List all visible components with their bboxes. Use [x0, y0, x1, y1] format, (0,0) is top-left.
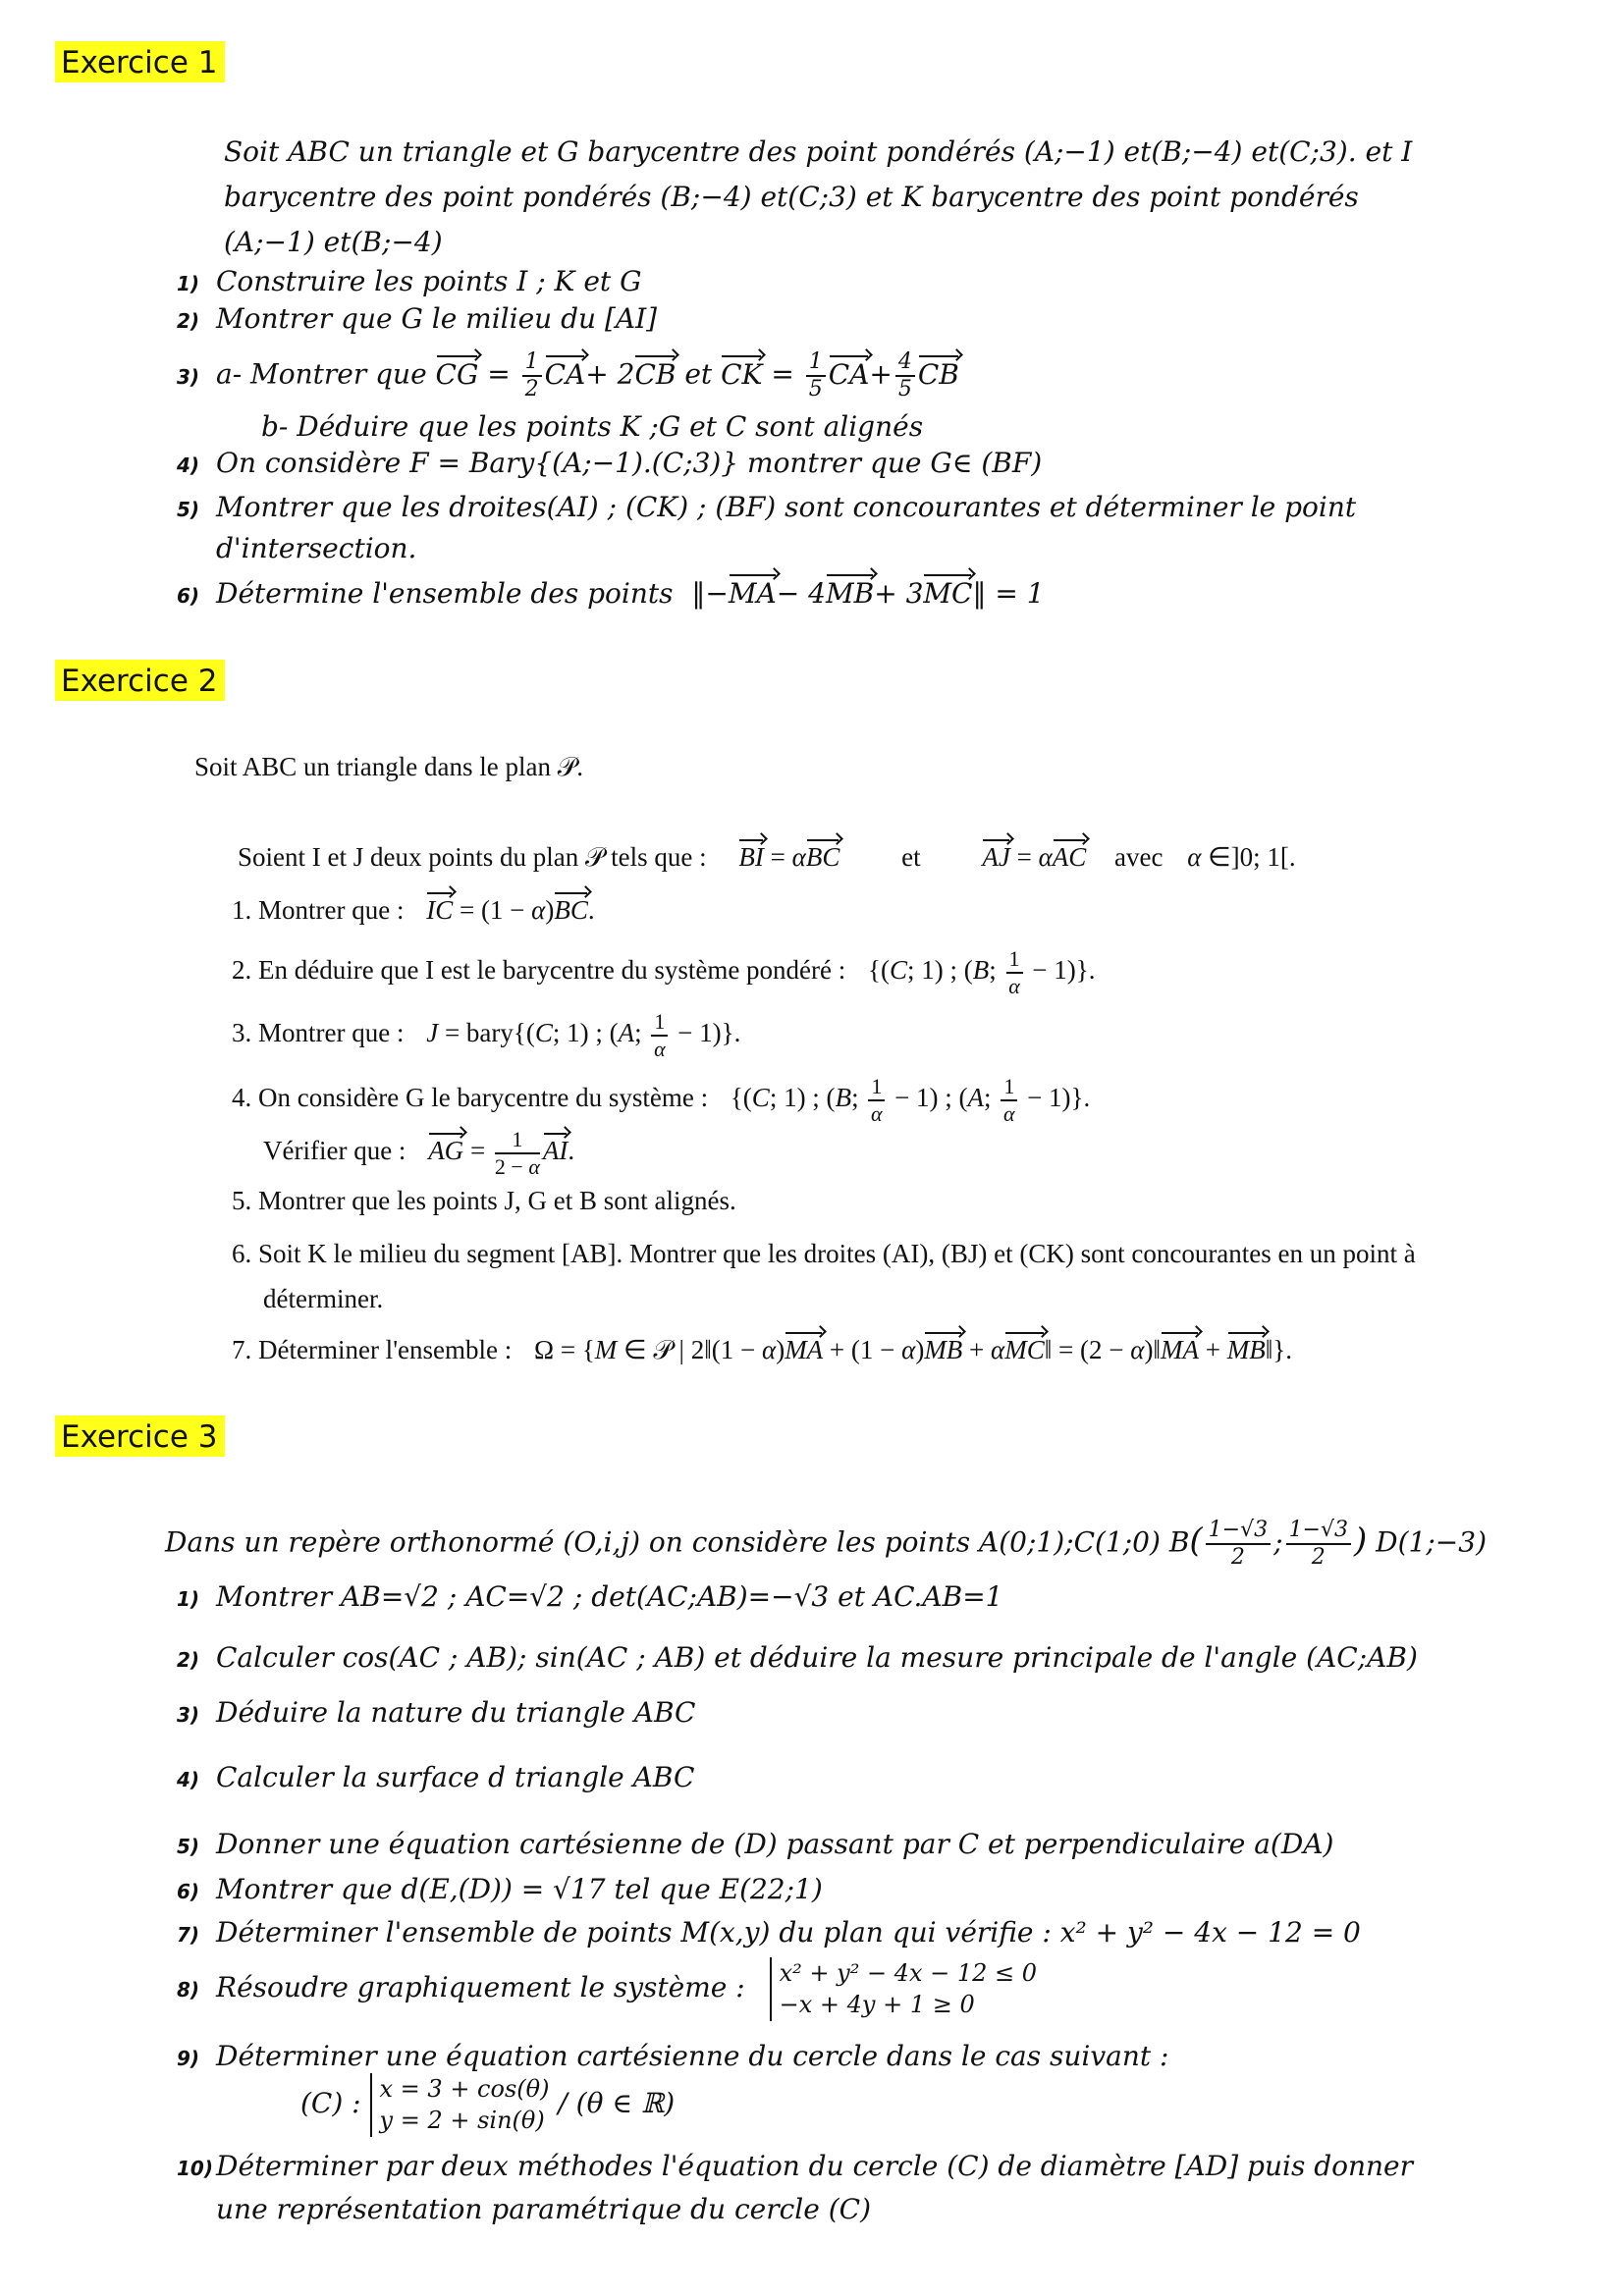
ex1-item-3a: 3) a- Montrer que CG = $\frac{1}{2}$ CA+ 2CB et CK = $\frac{1}{5}$ CA+ $\frac{4}{5}$ CB — [177, 349, 959, 401]
ex1-item-5: 5) Montrer que les droites(AI) ; (CK) ; (BF) sont concourantes et déterminer le point — [177, 491, 1357, 523]
exercise-1-heading: Exercice 1 — [55, 41, 225, 82]
ex2-item-7: 7. Déterminer l'ensemble : Ω = {M ∈ 𝒫 | 2‖(1 − α)MA + (1 − α)MB + αMC‖ = (2 − α)‖MA + MB‖}. — [232, 1335, 1293, 1364]
ex3-item-3: 3) Déduire la nature du triangle ABC — [177, 1696, 696, 1729]
ex2-item-6: 6. Soit K le milieu du segment [AB]. Montrer que les droites (AI), (BJ) et (CK) sont concourantes en un point à — [232, 1239, 1416, 1268]
ex2-item-4-verify: Vérifier que : AG = $\frac{1}{2 - \alpha}$ AI. — [263, 1127, 575, 1179]
ex1-item-3b: b- Déduire que les points K ;G et C sont alignés — [261, 410, 924, 443]
ex1-intro-line3: (A;−1) et(B;−4) — [224, 226, 443, 258]
ex3-item-4: 4) Calculer la surface d triangle ABC — [177, 1761, 695, 1793]
ex3-item-1: 1) Montrer AB=√2 ; AC=√2 ; det(AC;AB)=−√3 et AC.AB=1 — [177, 1580, 1003, 1613]
ex1-item-2: 2) Montrer que G le milieu du [AI] — [177, 302, 658, 335]
ex2-item-6-cont: déterminer. — [263, 1284, 384, 1313]
ex2-intro: Soit ABC un triangle dans le plan 𝒫. — [194, 752, 583, 781]
ex3-item-7: 7) Déterminer l'ensemble de points M(x,y) du plan qui vérifie : x² + y² − 4x − 12 = 0 — [177, 1916, 1361, 1949]
ex3-item-9-system: (C) : x = 3 + cos(θ) y = 2 + sin(θ) / (θ ∈ ℝ) — [300, 2073, 675, 2137]
ex1-intro-line2: barycentre des point pondérés (B;−4) et(C;3) et K barycentre des point pondérés — [224, 181, 1359, 213]
ex3-item-2: 2) Calculer cos(AC ; AB); sin(AC ; AB) et déduire la mesure principale de l'angle (AC;AB) — [177, 1641, 1418, 1674]
ex1-item-5-cont: d'intersection. — [216, 532, 417, 564]
ex1-item-1: 1) Construire les points I ; K et G — [177, 265, 642, 297]
ex3-intro: Dans un repère orthonormé (O,i,j) on considère les points A(0;1);C(1;0) B( $\frac{1-√3}{2}$ ; $\frac{1-√3}{2}$ ) D(1;−3) — [165, 1518, 1488, 1570]
ex1-item-4: 4) On considère F = Bary{(A;−1).(C;3)} montrer que G∈ (BF) — [177, 447, 1043, 479]
ex3-item-6: 6) Montrer que d(E,(D)) = √17 tel que E(22;1) — [177, 1873, 823, 1905]
ex3-item-8: 8) Résoudre graphiquement le système : x² + y² − 4x − 12 ≤ 0 −x + 4y + 1 ≥ 0 — [177, 1957, 1037, 2021]
ex3-item-10-cont: une représentation paramétrique du cercle (C) — [216, 2193, 871, 2225]
ex3-item-9: 9) Déterminer une équation cartésienne du cercle dans le cas suivant : — [177, 2040, 1169, 2072]
ex3-item-10: 10) Déterminer par deux méthodes l'équation du cercle (C) de diamètre [AD] puis donner — [177, 2150, 1414, 2182]
exercise-3-heading: Exercice 3 — [55, 1415, 225, 1457]
ex2-line0: Soient I et J deux points du plan 𝒫 tels que : BI = αBC et AJ = αAC avec α ∈]0; 1[. — [238, 842, 1296, 872]
ex3-item-5: 5) Donner une équation cartésienne de (D) passant par C et perpendiculaire a(DA) — [177, 1828, 1334, 1860]
ex2-item-3: 3. Montrer que : J = bary{(C; 1) ; (A; $\frac{1}{\alpha}$ − 1)}. — [232, 1009, 741, 1061]
exercise-2-heading: Exercice 2 — [55, 660, 225, 701]
ex1-item-6: 6) Détermine l'ensemble des points ‖−MA− 4MB+ 3MC‖ = 1 — [177, 577, 1045, 610]
ex2-item-5: 5. Montrer que les points J, G et B sont alignés. — [232, 1186, 736, 1215]
ex1-intro-line1: Soit ABC un triangle et G barycentre des point pondérés (A;−1) et(B;−4) et(C;3). et I — [224, 135, 1413, 168]
ex2-item-2: 2. En déduire que I est le barycentre du système pondéré : {(C; 1) ; (B; $\frac{1}{\alpha}$ − 1)}. — [232, 946, 1096, 998]
ex2-item-4: 4. On considère G le barycentre du système : {(C; 1) ; (B; $\frac{1}{\alpha}$ − 1) ; (A; $\frac{1}{\alpha}$ − 1)}. — [232, 1074, 1091, 1126]
ex2-item-1: 1. Montrer que : IC = (1 − α)BC. — [232, 895, 595, 925]
